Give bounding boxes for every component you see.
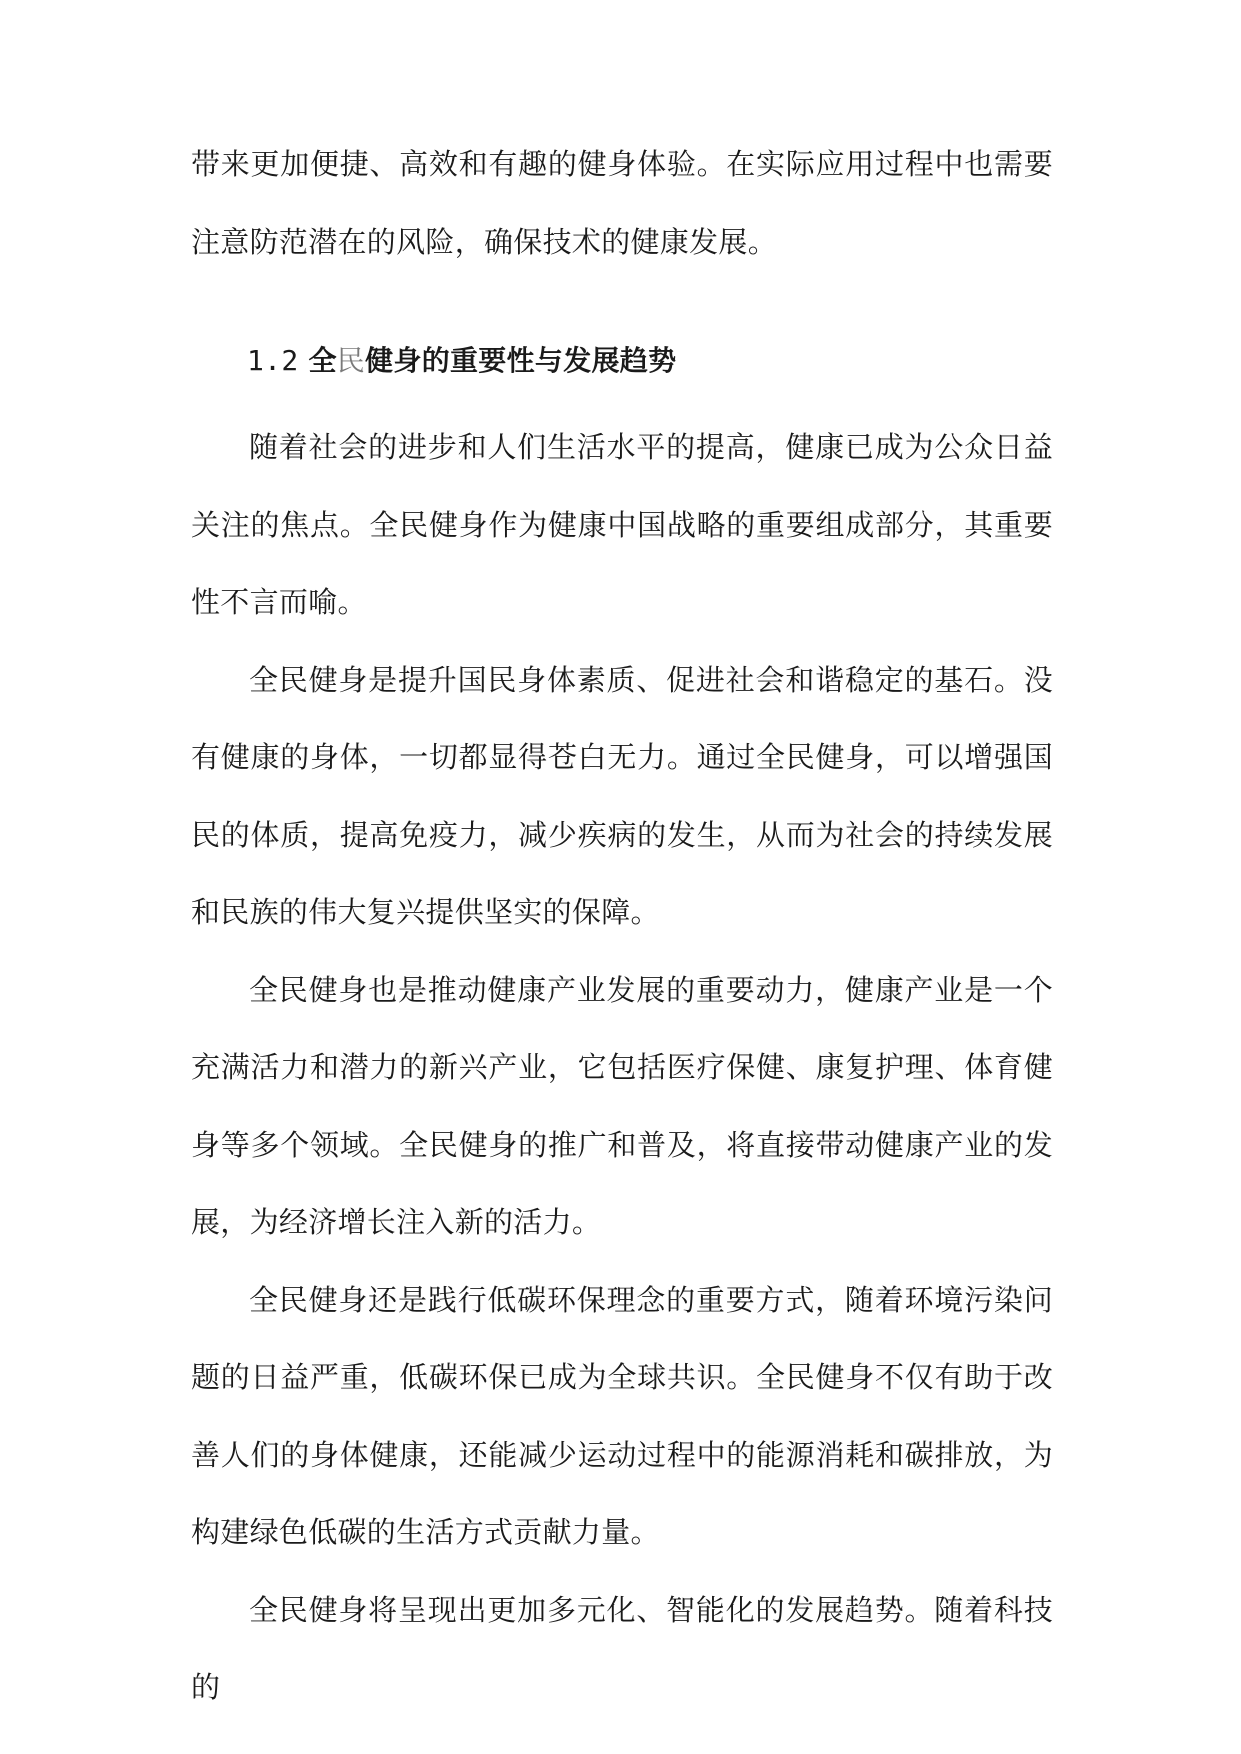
body-paragraph: 随着社会的进步和人们生活水平的提高，健康已成为公众日益关注的焦点。全民健身作为健康中国战略的重要组成部分，其重要性不言而喻。 [191, 430, 1053, 619]
section-title-rest: 健身的重要性与发展趋势 [365, 344, 677, 377]
body-paragraph: 全民健身是提升国民身体素质、促进社会和谐稳定的基石。没有健康的身体，一切都显得苍白无力。通过全民健身，可以增强国民的体质，提高免疫力，减少疾病的发生，从而为社会的持续发展和民族的伟大复兴提供坚实的保障。 [191, 662, 1053, 929]
body-paragraph: 全民健身还是践行低碳环保理念的重要方式，随着环境污染问题的日益严重，低碳环保已成为全球共识。全民健身不仅有助于改善人们的身体健康，还能减少运动过程中的能源消耗和碳排放，为构建绿色低碳的生活方式贡献力量。 [191, 1282, 1053, 1549]
intro-paragraph: 带来更加便捷、高效和有趣的健身体验。在实际应用过程中也需要注意防范潜在的风险，确保技术的健康发展。 [191, 147, 1053, 259]
body-paragraph: 全民健身将呈现出更加多元化、智能化的发展趋势。随着科技的 [191, 1592, 1053, 1704]
section-heading [191, 322, 1053, 399]
section-title-marked-char: 民 [336, 344, 366, 377]
section-number: 1.2 [247, 344, 299, 377]
body-paragraph: 全民健身也是推动健康产业发展的重要动力，健康产业是一个充满活力和潜力的新兴产业，它包括医疗保健、康复护理、体育健身等多个领域。全民健身的推广和普及，将直接带动健康产业的发展，为经济增长注入新的活力。 [191, 972, 1053, 1239]
document-body [191, 126, 1053, 1727]
section-title-prefix: 全 [308, 344, 337, 377]
